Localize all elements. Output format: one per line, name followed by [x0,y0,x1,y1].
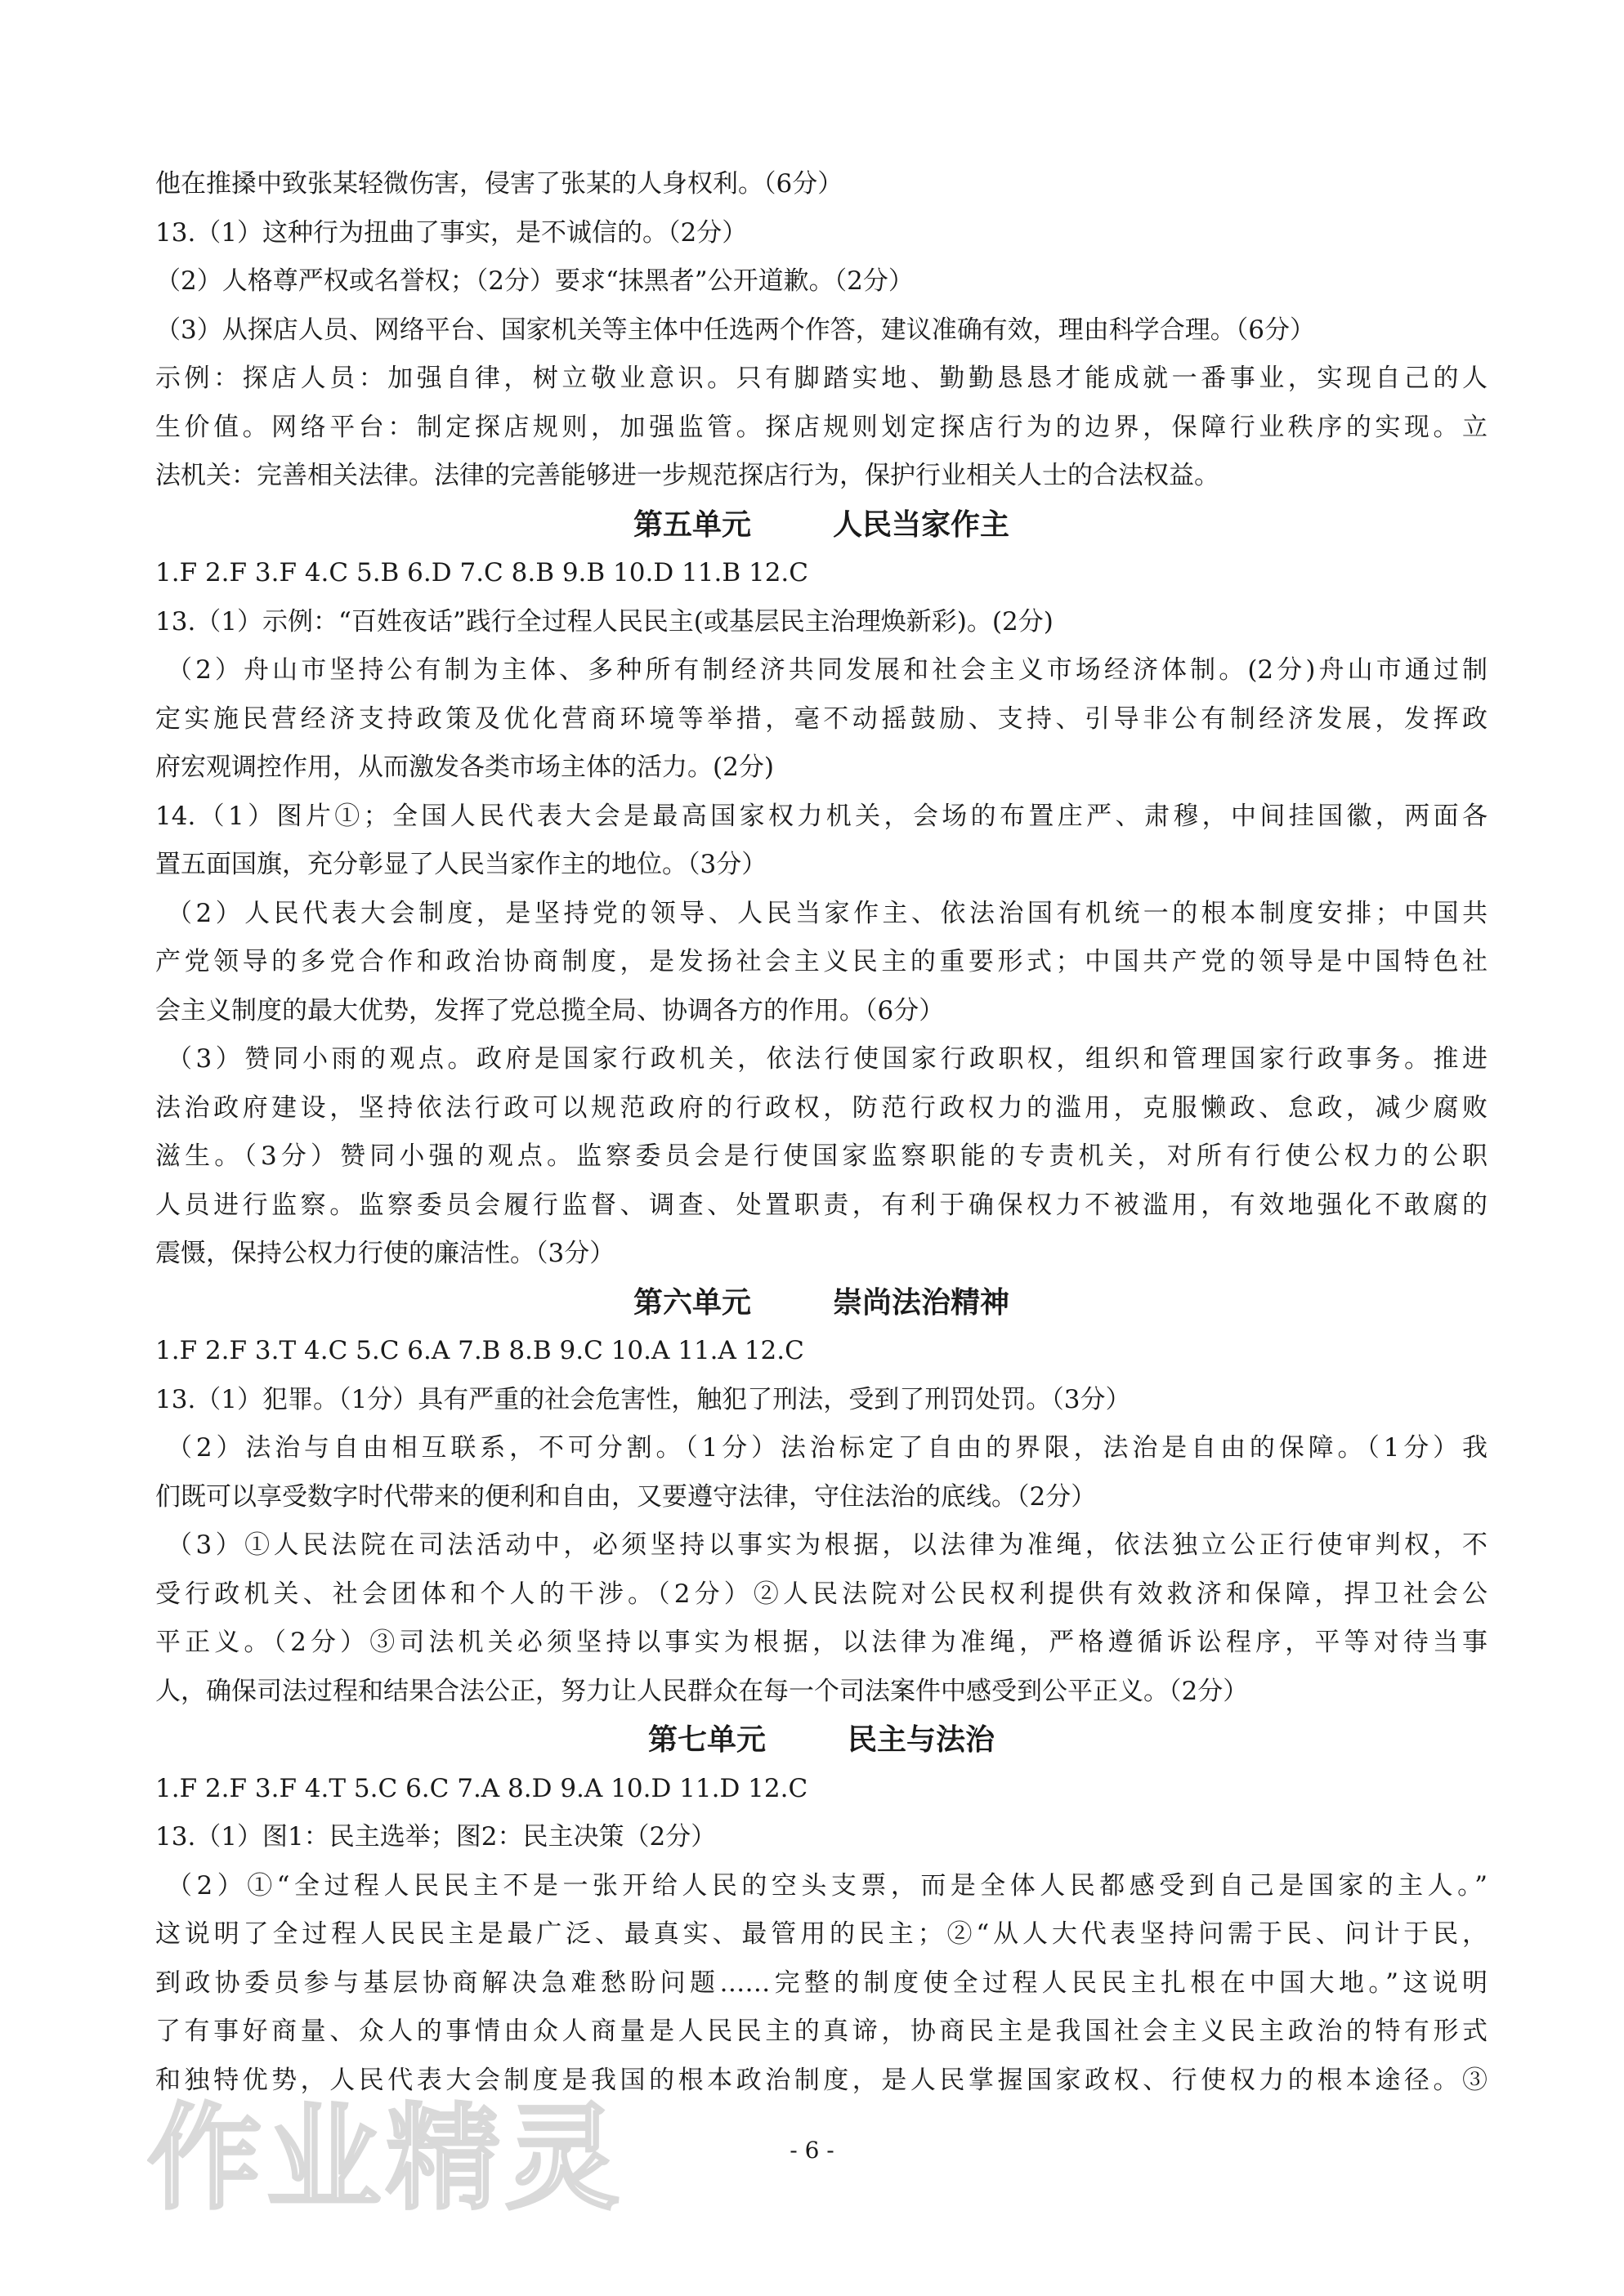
unit-heading [155,1716,1488,1765]
text-line: （2）①“全过程人民民主不是一张开给人民的空头支票，而是全体人民都感受到自己是国家的主人。” [167,1870,1488,1901]
text-line: 法机关：完善相关法律。法律的完善能够进一步规范探店行为，保护行业相关人士的合法权益。 [155,461,1219,490]
text-line: 产党领导的多党合作和政治协商制度，是发扬社会主义民主的重要形式；中国共产党的领导是中国特色社 [155,947,1488,976]
text-line: 们既可以享受数字时代带来的便利和自由，又要遵守法律，守住法治的底线。（2分） [155,1481,1097,1512]
text-line: （3）赞同小雨的观点。政府是国家行政机关，依法行使国家行政职权，组织和管理国家行政事务。推进 [167,1044,1488,1074]
answer-key-line: 1.F 2.F 3.F 4.T 5.C 6.C 7.A 8.D 9.A 10.D 11.D 12.C [155,1773,808,1803]
text-line: 这说明了全过程人民民主是最广泛、最真实、最管用的民主；②“从人大代表坚持问需于民、问计于民， [155,1919,1488,1949]
text-line: 震慑，保持公权力行使的廉洁性。（3分） [155,1239,615,1268]
answer-key-line: 1.F 2.F 3.F 4.C 5.B 6.D 7.C 8.B 9.B 10.D 11.B 12.C [155,558,809,587]
text-line: （3）①人民法院在司法活动中，必须坚持以事实为根据，以法律为准绳，依法独立公正行使审判权，不 [167,1530,1488,1560]
text-line: （2）人格尊严权或名誉权；（2分）要求“抹黑者”公开道歉。（2分） [155,266,914,296]
text-line: （3）从探店人员、网络平台、国家机关等主体中任选两个作答，建议准确有效，理由科学合理。（6分） [155,315,1315,345]
text-line: （2）法治与自由相互联系，不可分割。（1分）法治标定了自由的界限，法治是自由的保障。（1分）我 [167,1433,1488,1463]
text-line: 示例：探店人员：加强自律，树立敬业意识。只有脚踏实地、勤勤恳恳才能成就一番事业，实现自己的人 [155,364,1488,393]
text-line: 14.（1）图片①；全国人民代表大会是最高国家权力机关，会场的布置庄严、肃穆，中间挂国徽，两面各 [155,801,1488,831]
unit-number: 第七单元 [647,1722,766,1757]
text-line: 人员进行监察。监察委员会履行监督、调查、处置职责，有利于确保权力不被滥用，有效地强化不敢腐的 [155,1190,1488,1220]
page-number: - 6 - [790,2137,834,2164]
text-line: （2）人民代表大会制度，是坚持党的领导、人民当家作主、依法治国有机统一的根本制度安排；中国共 [167,898,1488,928]
document-body [155,160,1488,2105]
text-line: 会主义制度的最大优势，发挥了党总揽全局、协调各方的作用。（6分） [155,995,945,1025]
watermark-logo [147,2075,638,2231]
text-line: 置五面国旗，充分彰显了人民当家作主的地位。（3分） [155,850,767,879]
text-line: 13.（1）示例：“百姓夜话”践行全过程人民民主(或基层民主治理焕新彩)。(2分) [155,606,1054,637]
unit-number: 第六单元 [633,1284,751,1320]
text-line: 法治政府建设，坚持依法行政可以规范政府的行政权，防范行政权力的滥用，克服懒政、怠政，减少腐败 [155,1092,1488,1123]
text-line: 13.（1）这种行为扭曲了事实，是不诚信的。（2分） [155,217,748,248]
unit-heading [155,501,1488,550]
text-line: 人，确保司法过程和结果合法公正，努力让人民群众在每一个司法案件中感受到公平正义。（2分） [155,1676,1249,1706]
text-line: 13.（1）图1：民主选举；图2：民主决策（2分） [155,1822,717,1852]
unit-title: 崇尚法治精神 [833,1284,1010,1320]
unit-heading [155,1279,1488,1328]
unit-number: 第五单元 [633,507,751,542]
text-line: 生价值。网络平台：制定探店规则，加强监管。探店规则划定探店行为的边界，保障行业秩序的实现。立 [155,412,1488,442]
text-line: 定实施民营经济支持政策及优化营商环境等举措，毫不动摇鼓励、支持、引导非公有制经济发展，发挥政 [155,704,1488,734]
answer-key-line: 1.F 2.F 3.T 4.C 5.C 6.A 7.B 8.B 9.C 10.A 11.A 12.C [155,1336,804,1365]
text-line: （2）舟山市坚持公有制为主体、多种所有制经济共同发展和社会主义市场经济体制。(2分)舟山市通过制 [167,655,1488,685]
text-line: 他在推搡中致张某轻微伤害，侵害了张某的人身权利。（6分） [155,169,843,199]
text-line: 13.（1）犯罪。（1分）具有严重的社会危害性，触犯了刑法，受到了刑罚处罚。（3分） [155,1384,1131,1414]
unit-title: 人民当家作主 [833,507,1010,542]
unit-title: 民主与法治 [848,1722,995,1757]
text-line: 府宏观调控作用，从而激发各类市场主体的活力。(2分) [155,753,774,782]
text-line: 平正义。（2分）③司法机关必须坚持以事实为根据，以法律为准绳，严格遵循诉讼程序，平等对待当事 [155,1628,1488,1657]
text-line: 和独特优势，人民代表大会制度是我国的根本政治制度，是人民掌握国家政权、行使权力的根本途径。③ [155,2065,1488,2095]
text-line: 了有事好商量、众人的事情由众人商量是人民民主的真谛，协商民主是我国社会主义民主政治的特有形式 [155,2017,1488,2046]
text-line: 到政协委员参与基层协商解决急难愁盼问题……完整的制度使全过程人民民主扎根在中国大地。”这说明 [155,1968,1488,1998]
text-line: 滋生。（3分）赞同小强的观点。监察委员会是行使国家监察职能的专责机关，对所有行使公权力的公职 [155,1141,1488,1171]
text-line: 受行政机关、社会团体和个人的干涉。（2分）②人民法院对公民权利提供有效救济和保障，捍卫社会公 [155,1579,1488,1609]
watermark-text: 作业精灵 [147,2093,625,2226]
